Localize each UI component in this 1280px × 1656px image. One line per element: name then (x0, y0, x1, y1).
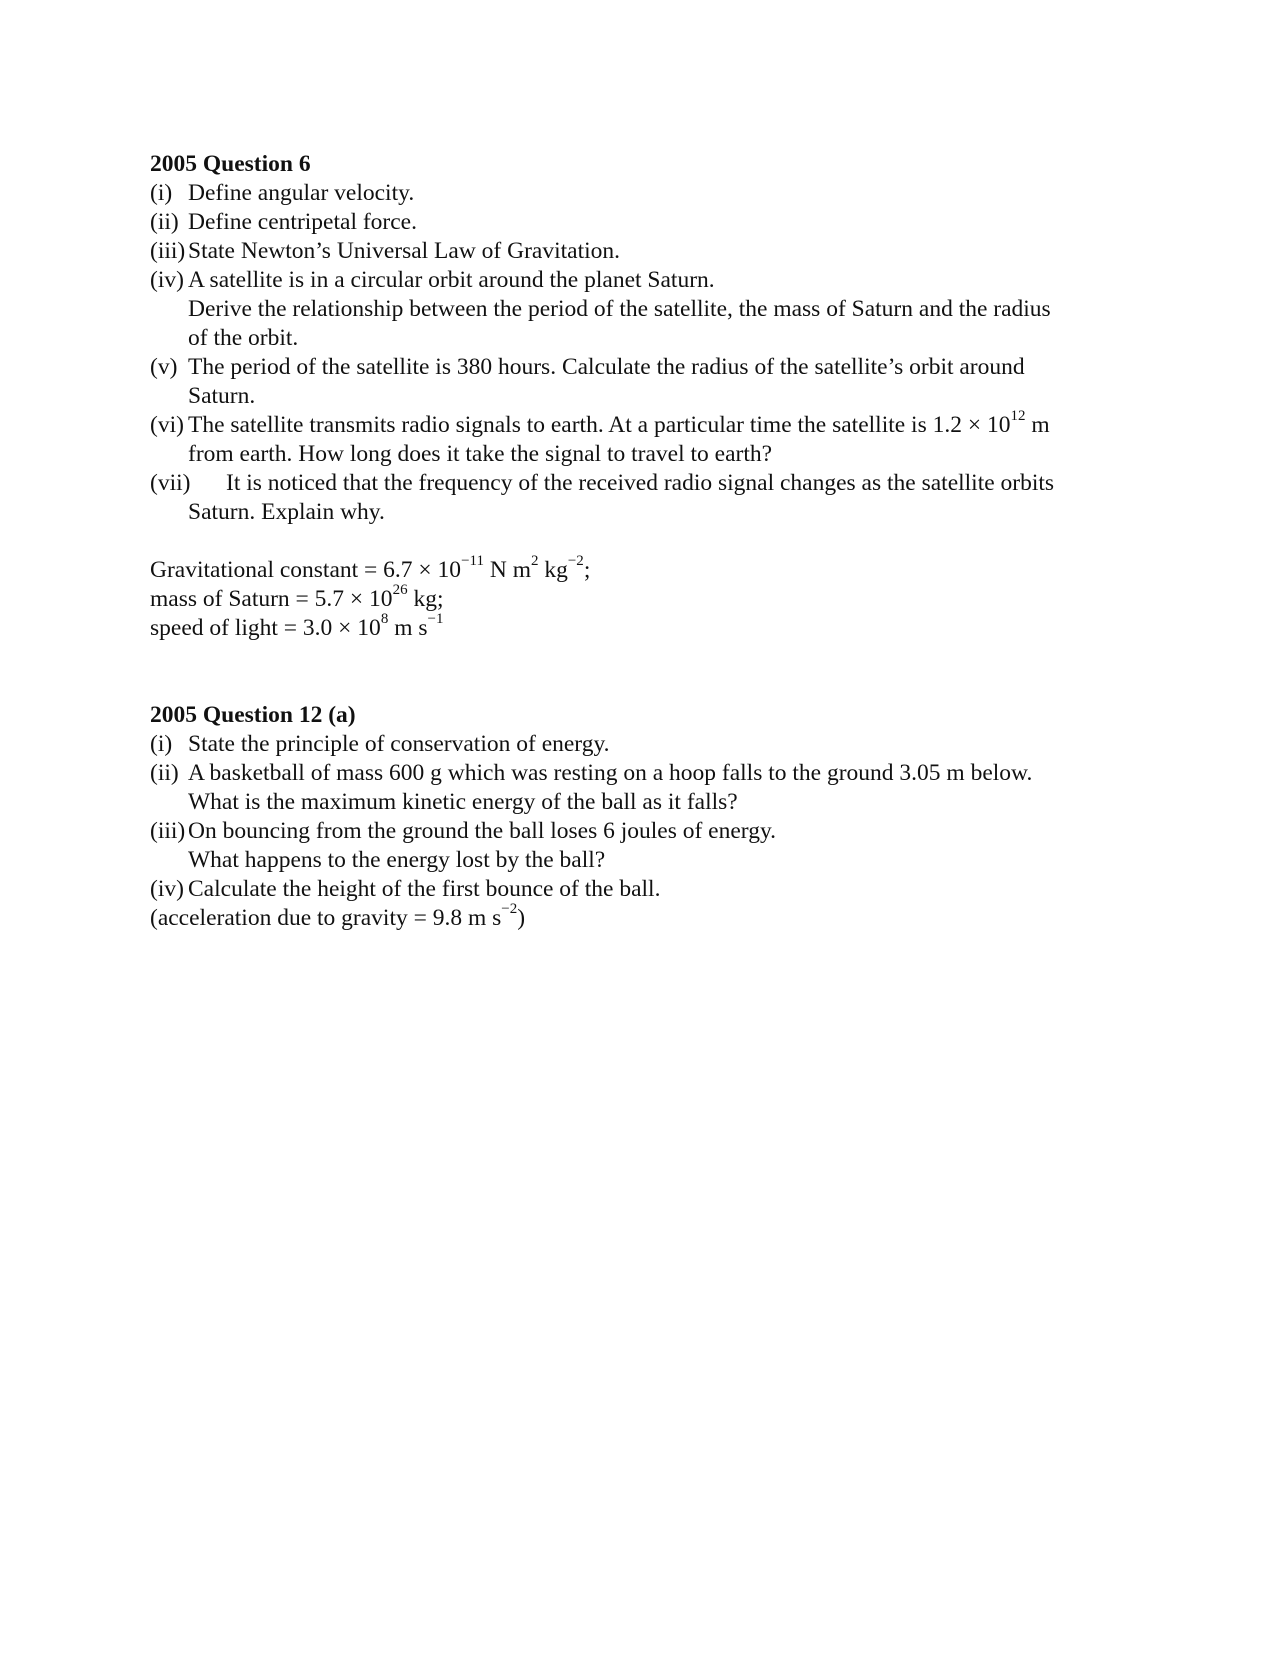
item-number: (iii) (150, 238, 186, 264)
item-text: The period of the satellite is 380 hours. Calculate the radius of the satellite’s orbit around (188, 354, 1025, 380)
exponent: 2 (530, 553, 539, 570)
item-text: State the principle of conservation of energy. (188, 731, 610, 757)
item-text: A basketball of mass 600 g which was resting on a hoop falls to the ground 3.05 m below. (188, 760, 1033, 786)
item-text-part: m (1025, 412, 1050, 438)
speed-of-light: speed of light = $3.0 \times 10^8$ m $s^{-1}$ (150, 611, 444, 641)
q6-item-i (150, 179, 1120, 208)
item-text: Define angular velocity. (188, 180, 415, 206)
exponent: −1 (427, 611, 444, 628)
item-number: (ii) (150, 209, 179, 235)
question-6-section (150, 150, 1120, 643)
question-12-title: 2005 Question 12 (a) (150, 702, 356, 728)
q12-item-iii (150, 817, 1120, 875)
item-text: from earth. How long does it take the signal to travel to earth? (188, 441, 773, 467)
document-page (150, 150, 1120, 933)
item-number: (iv) (150, 267, 184, 293)
item-text: of the orbit. (188, 325, 299, 351)
item-text: Saturn. (188, 383, 256, 409)
item-text: State Newton’s Universal Law of Gravitation. (188, 238, 621, 264)
item-number: (i) (150, 731, 173, 757)
exponent: 12 (1010, 408, 1026, 425)
item-text: A satellite is in a circular orbit around the planet Saturn. (188, 267, 715, 293)
item-text: What happens to the energy lost by the ball? (188, 847, 606, 873)
q6-item-vii-cont (150, 498, 1120, 527)
question-6-title: 2005 Question 6 (150, 151, 311, 177)
item-number: (iii) (150, 818, 186, 844)
q12-item-i (150, 730, 1120, 759)
exponent: 26 (392, 582, 408, 599)
question-12-section (150, 701, 1120, 933)
q12-item-ii (150, 759, 1120, 817)
item-number: (v) (150, 354, 178, 380)
gravity-constant: (acceleration due to gravity = 9.8 m $s^{-2}$) (150, 901, 526, 931)
item-number: (vii) (150, 470, 191, 496)
item-text: Calculate the height of the first bounce of the ball. (188, 876, 661, 902)
item-text: It is noticed that the frequency of the received radio signal changes as the satellite orbits (226, 470, 1055, 496)
q6-item-iv (150, 266, 1120, 353)
item-number: (iv) (150, 876, 184, 902)
item-text: On bouncing from the ground the ball loses 6 joules of energy. (188, 818, 777, 844)
item-text: Saturn. Explain why. (188, 499, 385, 525)
exponent: −11 (461, 553, 484, 570)
constants-block (150, 553, 1120, 643)
mass-of-saturn: mass of Saturn = $5.7 \times 10^{26}$ kg; (150, 582, 444, 612)
q6-item-v (150, 353, 1120, 411)
exponent: 8 (380, 611, 389, 628)
q6-item-ii (150, 208, 1120, 237)
exponent: −2 (501, 901, 518, 918)
q12-item-iv (150, 875, 1120, 904)
q6-item-vi (150, 408, 1120, 469)
item-number: (vi) (150, 412, 184, 438)
q6-item-vii (150, 469, 1120, 498)
item-number: (i) (150, 180, 173, 206)
item-text: What is the maximum kinetic energy of the ball as it falls? (188, 789, 738, 815)
item-text-part: The satellite transmits radio signals to earth. At a particular time the satellite is 1.2 × 10 (188, 412, 1011, 438)
gravitational-constant: Gravitational constant = $6.7 \times 10^{-11}$ N $m^2$ $kg^{-2}$; (150, 553, 591, 583)
item-text (188, 408, 1120, 440)
item-number: (ii) (150, 760, 179, 786)
exponent: −2 (567, 553, 584, 570)
q6-item-iii (150, 237, 1120, 266)
item-text: Derive the relationship between the period of the satellite, the mass of Saturn and the radius (188, 296, 1051, 322)
item-text: Define centripetal force. (188, 209, 417, 235)
